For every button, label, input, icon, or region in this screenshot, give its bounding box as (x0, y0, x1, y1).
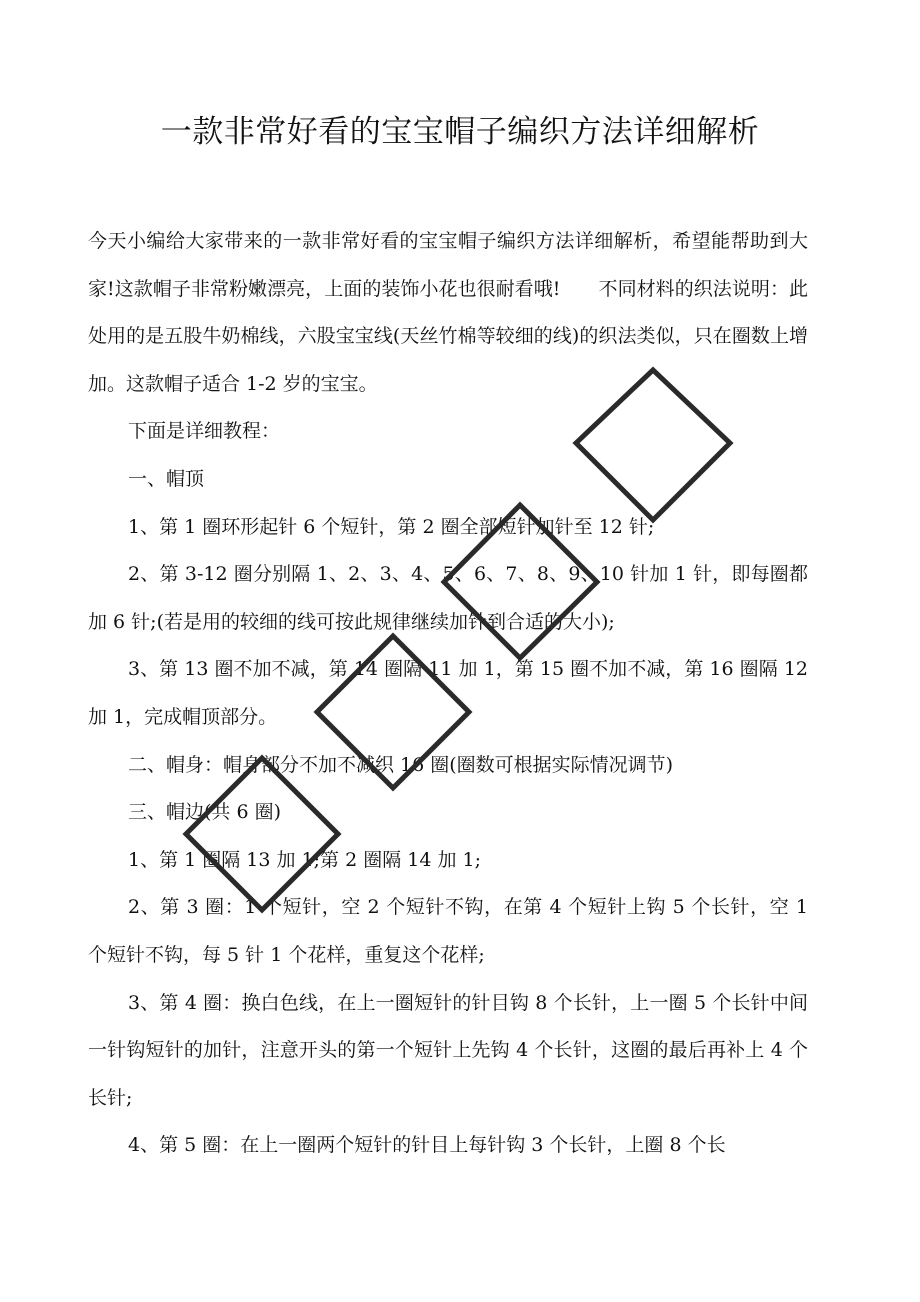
paragraph-tutorial-intro: 下面是详细教程： (128, 420, 281, 443)
heading-crown: 一、帽顶 (128, 467, 205, 490)
heading-brim: 三、帽边(共 6 圈) (128, 801, 281, 824)
paragraph-crown-step-3: 3、第 13 圈不加不减，第 14 圈隔 11 加 1，第 15 圈不加不减，第 16 圈隔 12 加 1，完成帽顶部分。 (88, 658, 808, 728)
paragraph-crown-step-2: 2、第 3-12 圈分别隔 1、2、3、4、5、6、7、8、9、10 针加 1 针，即每圈都加 6 针;(若是用的较细的线可按此规律继续加针到合适的大小); (88, 563, 808, 633)
paragraph-brim-step-2: 2、第 3 圈：1 个短针，空 2 个短针不钩，在第 4 个短针上钩 5 个长针，空 1 个短针不钩，每 5 针 1 个花样，重复这个花样; (88, 896, 808, 966)
paragraph-brim-step-3: 3、第 4 圈：换白色线，在上一圈短针的针目钩 8 个长针，上一圈 5 个长针中间一针钩短针的加针，注意开头的第一个短针上先钩 4 个长针，这圈的最后再补上 4 个长针; (88, 991, 808, 1109)
paragraph-brim-step-4: 4、第 5 圈：在上一圈两个短针的针目上每针钩 3 个长针，上圈 8 个长 (128, 1134, 726, 1157)
document-title: 一款非常好看的宝宝帽子编织方法详细解析 (160, 114, 760, 150)
paragraph-brim-step-1: 1、第 1 圈隔 13 加 1;第 2 圈隔 14 加 1; (128, 848, 481, 871)
document-body (88, 218, 808, 1170)
paragraph-crown-step-1: 1、第 1 圈环形起针 6 个短针，第 2 圈全部短针加针至 12 针; (128, 515, 655, 538)
paragraph-intro: 今天小编给大家带来的一款非常好看的宝宝帽子编织方法详细解析，希望能帮助到大家!这款帽子非常粉嫩漂亮，上面的装饰小花也很耐看哦! 不同材料的织法说明：此处用的是五股牛奶棉线，六股宝宝线(天丝竹棉等较细的线)的织法类似，只在圈数上增加。这款帽子适合 1-2 岁的宝宝。 (88, 230, 808, 395)
heading-body: 二、帽身：帽身部分不加不减织 16 圈(圈数可根据实际情况调节) (128, 753, 674, 776)
